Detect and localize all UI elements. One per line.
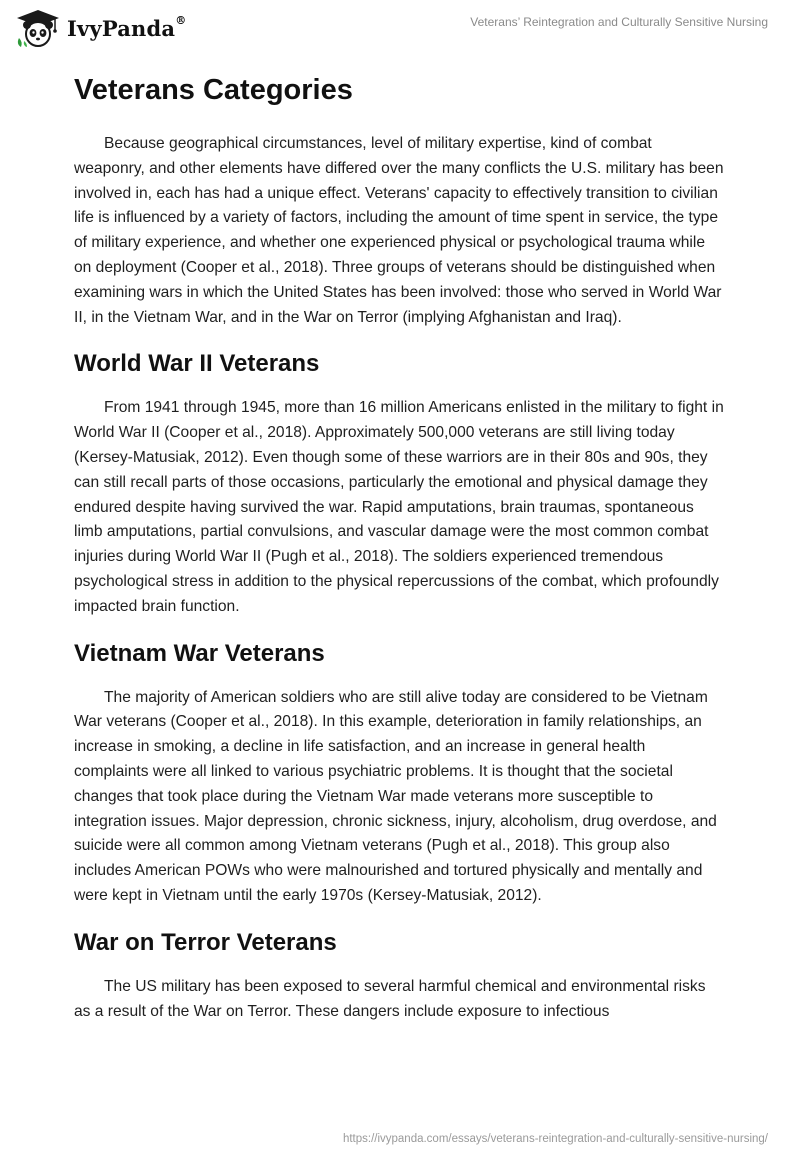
section-heading-world-war-ii: World War II Veterans [74,350,320,378]
document-title: Veterans’ Reintegration and Culturally Sensitive Nursing [470,15,768,29]
section-heading-vietnam-war: Vietnam War Veterans [74,639,325,667]
section-heading-war-on-terror: War on Terror Veterans [74,928,337,956]
section-paragraph-war-on-terror: The US military has been exposed to several harmful chemical and environmental risks as a result of the War on Terror. These dangers include exposure to infectious [74,977,706,1020]
page-title: Veterans Categories [74,74,353,106]
brand-name: IvyPanda® [67,13,187,41]
section-paragraph-vietnam-war: The majority of American soldiers who are still alive today are considered to be Vietnam War veterans (Cooper et al., 2018). In this example, deterioration in family relationships, an increase in smoking, a decline in life satisfaction, and an increase in general health complaints were all linked to various psychiatric problems. It is thought that the societal changes that took place during the Vietnam War made veterans more susceptible to integration issues. Major depression, chronic sickness, injury, alcoholism, drug overdose, and suicide were all common among Vietnam veterans (Pugh et al., 2018). This group also includes American POWs who were malnourished and tortured physically and mentally and were kept in Vietnam until the early 1970s (Kersey-Matusiak, 2012). [74,688,717,904]
source-url[interactable]: https://ivypanda.com/essays/veterans-reintegration-and-culturally-sensitive-nursing/ [342,1133,768,1145]
section-paragraph-world-war-ii: From 1941 through 1945, more than 16 million Americans enlisted in the military to fight in World War II (Cooper et al., 2018). Approximately 500,000 veterans are still living today (Kersey-Matusiak, 2012). Even though some of these warriors are in their 80s and 90s, they can still recall parts of those occasions, particularly the emotional and physical damage they endured despite having survived the war. Rapid amputations, brain traumas, spontaneous limb amputations, partial convulsions, and vascular damage were the most common combat injuries during World War II (Pugh et al., 2018). The soldiers experienced tremendous psychological stress in addition to the physical repercussions of the combat, which profoundly impacted brain function. [74,399,724,615]
intro-paragraph: Because geographical circumstances, level of military expertise, kind of combat weaponry, and other elements have differed over the many conflicts the U.S. military has been involved in, each has had a unique effect. Veterans' capacity to effectively transition to civilian life is influenced by a variety of factors, including the amount of time spent in service, the type of military experience, and whether one experienced physical or psychological trauma while on deployment (Cooper et al., 2018). Three groups of veterans should be distinguished when examining wars in which the United States has been involved: those who served in World War II, in the Vietnam War, and in the War on Terror (implying Afghanistan and Iraq). [74,135,724,326]
ivypanda-logo[interactable] [15,8,186,48]
page-header [0,0,800,56]
panda-graduate-icon [15,8,61,48]
essay-content [74,70,724,1042]
